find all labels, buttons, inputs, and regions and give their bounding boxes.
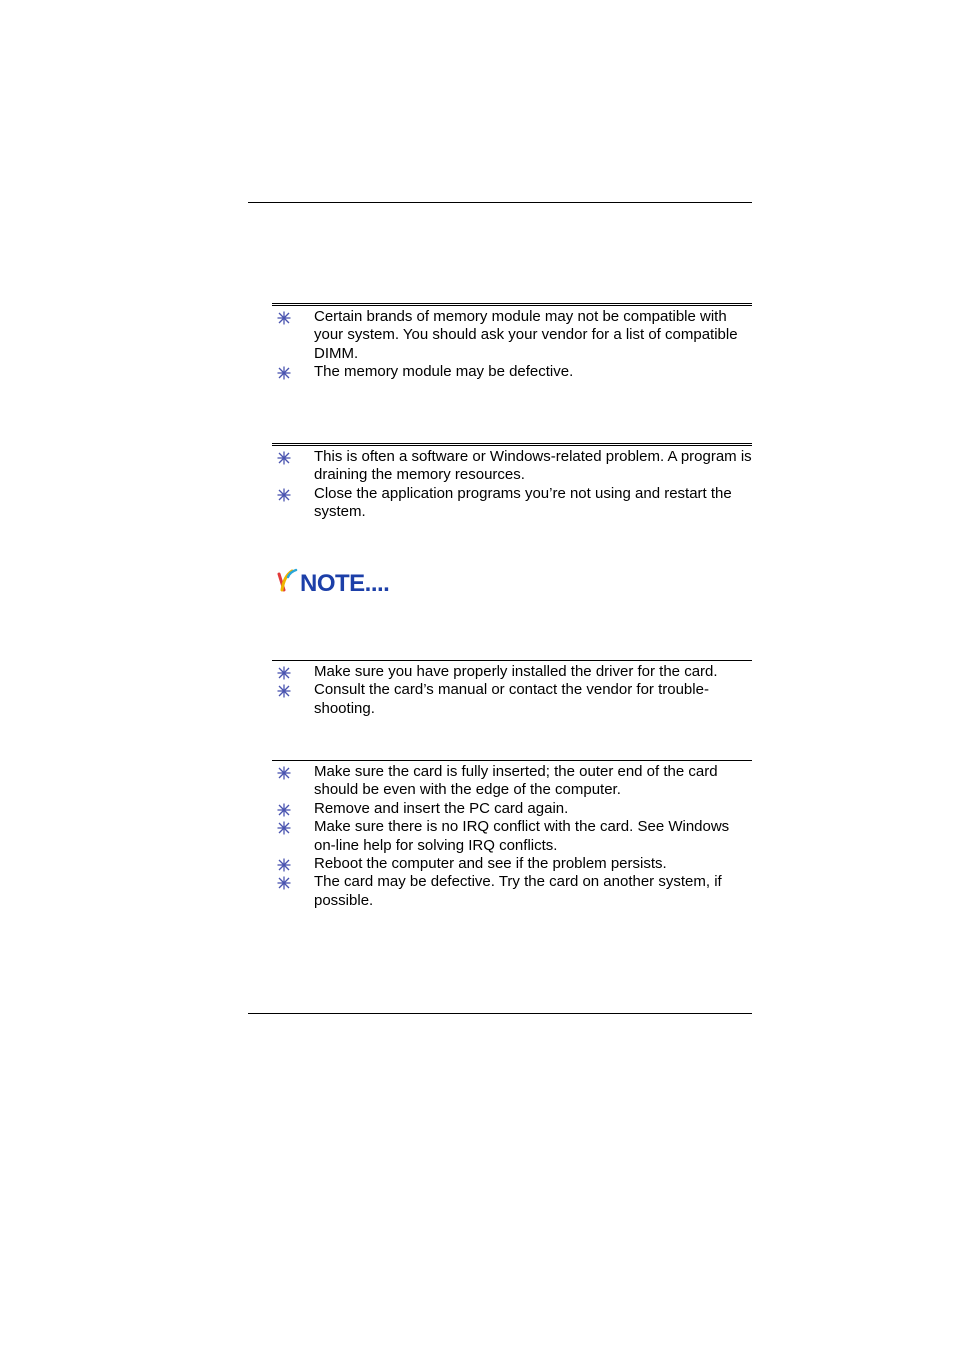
bullet-icon: [277, 311, 291, 325]
bullet-icon: [277, 858, 291, 872]
list-item: [272, 800, 752, 818]
section-divider: [272, 660, 752, 661]
list-item: [272, 681, 752, 718]
memory-resources-section: [272, 443, 752, 522]
bullet-icon: [277, 766, 291, 780]
list-item: [272, 763, 752, 800]
card-driver-section: [272, 660, 752, 718]
item-text: Make sure the card is fully inserted; the outer end of the card should be even with the edge of the computer.: [314, 763, 718, 799]
item-text: Reboot the computer and see if the problem persists.: [314, 855, 667, 873]
pc-card-section: [272, 760, 752, 910]
note-icon: [276, 568, 408, 596]
item-text: Make sure you have properly installed the driver for the card.: [314, 663, 718, 680]
item-text: Make sure there is no IRQ conflict with the card. See Windows on-line help for solving IRQ conflicts.: [314, 818, 730, 854]
item-text: Consult the card’s manual or contact the vendor for trouble-shooting.: [314, 681, 709, 717]
list-item: [272, 855, 752, 873]
note-logo: [276, 568, 408, 601]
item-text: Certain brands of memory module may not be compatible with your system. You should ask your vendor for a list of compatible DIMM.: [314, 308, 738, 362]
bullet-icon: [277, 366, 291, 380]
section-divider: [272, 760, 752, 761]
bullet-icon: [277, 821, 291, 835]
list-item: [272, 485, 752, 522]
memory-module-section: [272, 303, 752, 382]
note-text: NOTE....: [300, 570, 390, 596]
bullet-icon: [277, 451, 291, 465]
section-divider: [272, 303, 752, 306]
item-text: The memory module may be defective.: [314, 363, 574, 381]
list-item: [272, 448, 752, 485]
list-item: [272, 363, 752, 381]
list-item: [272, 663, 752, 681]
item-text: Close the application programs you’re not using and restart the system.: [314, 484, 732, 521]
item-text: The card may be defective. Try the card on another system, if possible.: [314, 873, 722, 909]
header-rule: [248, 202, 752, 203]
list-item: [272, 873, 752, 910]
item-text: This is often a software or Windows-related problem. A program is draining the memory resources.: [314, 448, 752, 484]
bullet-icon: [277, 684, 291, 698]
bullet-icon: [277, 876, 291, 890]
footer-rule: [248, 1013, 752, 1014]
list-item: [272, 308, 752, 363]
item-text: Remove and insert the PC card again.: [314, 799, 569, 817]
bullet-icon: [277, 488, 291, 502]
bullet-icon: [277, 666, 291, 680]
list-item: [272, 818, 752, 855]
section-divider: [272, 443, 752, 446]
bullet-icon: [277, 803, 291, 817]
